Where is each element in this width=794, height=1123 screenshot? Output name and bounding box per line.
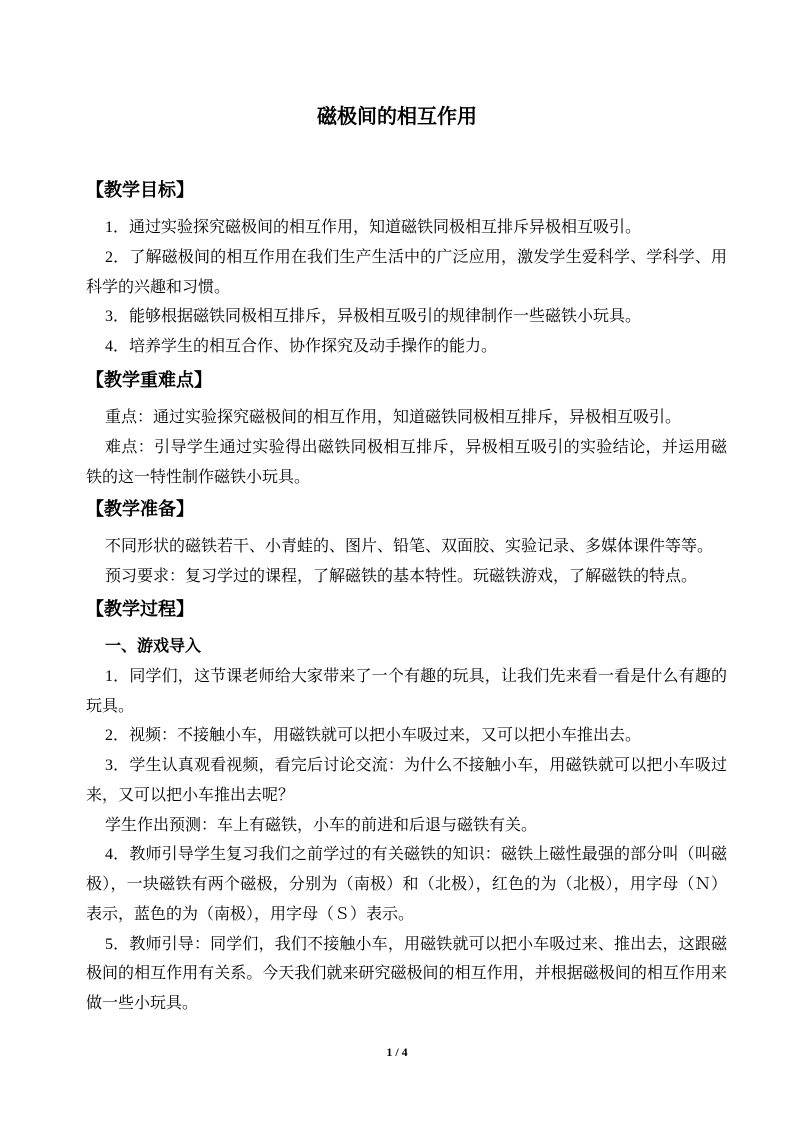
- objective-item-2: 2．了解磁极间的相互作用在我们生产生活中的广泛应用，激发学生爱科学、学科学、用科学的兴趣和习惯。: [86, 248, 727, 296]
- objective-item-1: 1．通过实验探究磁极间的相互作用，知道磁铁同极相互排斥异极相互吸引。: [105, 219, 642, 236]
- section-heading-preparation: 【教学准备】: [86, 499, 194, 519]
- preview-requirement: 预习要求：复习学过的课程，了解磁铁的基本特性。玩磁铁游戏，了解磁铁的特点。: [105, 567, 698, 585]
- difficult-point: 难点：引导学生通过实验得出磁铁同极相互排斥，异极相互吸引的实验结论，并运用磁铁的这一特性制作磁铁小玩具。: [86, 438, 727, 486]
- section-heading-objectives: 【教学目标】: [86, 180, 194, 200]
- section-body-process: [86, 632, 727, 1019]
- student-prediction: 学生作出预测：车上有磁铁，小车的前进和后退与磁铁有关。: [105, 816, 538, 834]
- materials-list: 不同形状的磁铁若干、小青蛙的、图片、铅笔、双面胶、实验记录、多媒体课件等等。: [105, 538, 714, 555]
- page-indicator: 1 / 4: [386, 1045, 408, 1059]
- section-heading-process: 【教学过程】: [86, 599, 194, 619]
- process-step-2: 2．视频：不接触小车，用磁铁就可以把小车吸过来，又可以把小车推出去。: [105, 727, 642, 745]
- process-step-4: 4．教师引导学生复习我们之前学过的有关磁铁的知识：磁铁上磁性最强的部分叫（叫磁极），一块磁铁有两个磁极，分别为（南极）和（北极），红色的为（北极），用字母（Ｎ）表示，蓝色的为（南极），用字母（Ｓ）表示。: [86, 846, 727, 923]
- objective-item-4: 4．培养学生的相互合作、协作探究及动手操作的能力。: [105, 338, 498, 355]
- section-body-key-difficulties: [86, 403, 727, 492]
- section-heading-key-difficulties: 【教学重难点】: [86, 370, 212, 390]
- process-step-5: 5．教师引导：同学们，我们不接触小车，用磁铁就可以把小车吸过来、推出去，这跟磁极间的相互作用有关系。今天我们就来研究磁极间的相互作用，并根据磁极间的相互作用来做一些小玩具。: [86, 935, 727, 1012]
- subsection-heading-game-intro: 一、游戏导入: [105, 638, 202, 655]
- objective-item-3: 3．能够根据磁铁同极相互排斥，异极相互吸引的规律制作一些磁铁小玩具。: [105, 308, 642, 326]
- document-title: 磁极间的相互作用: [317, 106, 477, 128]
- section-preparation: [86, 494, 727, 592]
- section-objectives: [86, 175, 727, 362]
- section-body-preparation: [86, 532, 727, 592]
- section-key-difficulties: [86, 365, 727, 492]
- key-point: 重点：通过实验探究磁极间的相互作用，知道磁铁同极相互排斥，异极相互吸引。: [105, 409, 682, 426]
- section-body-objectives: [86, 213, 727, 362]
- process-step-1: 1．同学们，这节课老师给大家带来了一个有趣的玩具，让我们先来看一看是什么有趣的玩具。: [86, 667, 727, 715]
- process-step-3: 3．学生认真观看视频，看完后讨论交流：为什么不接触小车，用磁铁就可以把小车吸过来，又可以把小车推出去呢？: [86, 757, 727, 804]
- section-process: [86, 594, 727, 1019]
